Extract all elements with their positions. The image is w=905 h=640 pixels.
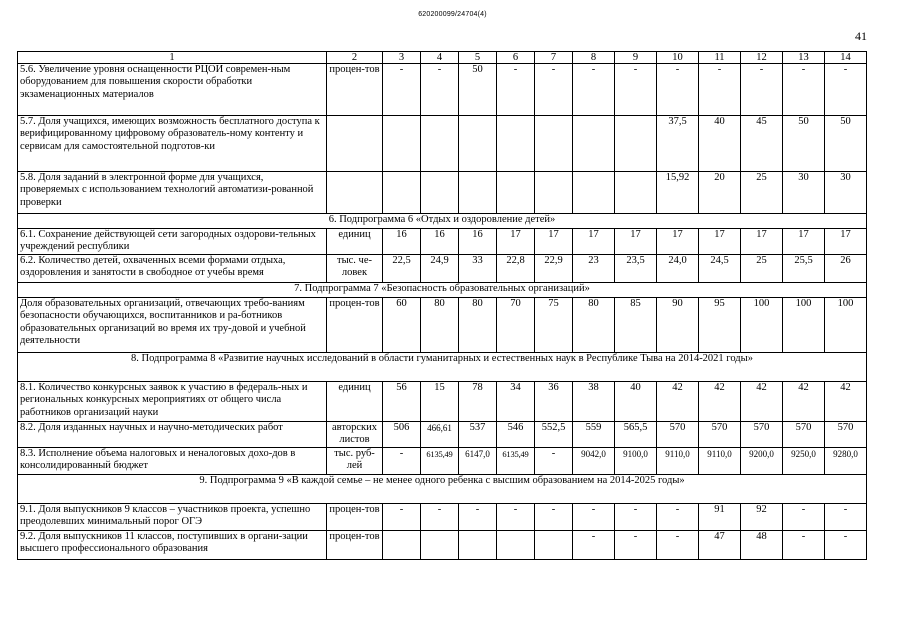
table-row <box>18 530 867 559</box>
value-cell: - <box>825 64 867 116</box>
value-cell <box>459 172 497 214</box>
table-row <box>18 254 867 282</box>
value-cell: - <box>573 503 615 530</box>
value-cell <box>459 116 497 172</box>
value-cell: - <box>783 64 825 116</box>
value-cell <box>497 116 535 172</box>
indicator-name: Доля образовательных организаций, отвечающих требо-ваниям безопасности обучающихся, воспитанников и ра-ботников образовательных организаций во время их тру-довой и учебной деятельности <box>18 297 327 352</box>
value-cell: 100 <box>825 297 867 352</box>
value-cell: 6135,49 <box>497 447 535 474</box>
indicator-name: 9.1. Доля выпускников 9 классов – участников проекта, успешно преодолевших минимальный порог ОГЭ <box>18 503 327 530</box>
page-number: 41 <box>855 29 867 43</box>
value-cell: - <box>535 64 573 116</box>
value-cell: 42 <box>825 381 867 421</box>
column-number: 1 <box>18 52 327 64</box>
section-row <box>18 282 867 297</box>
section-row <box>18 214 867 229</box>
value-cell <box>573 116 615 172</box>
value-cell: 75 <box>535 297 573 352</box>
value-cell: 91 <box>699 503 741 530</box>
unit-cell <box>327 172 383 214</box>
value-cell: 17 <box>657 229 699 255</box>
value-cell: 80 <box>573 297 615 352</box>
value-cell: - <box>535 503 573 530</box>
value-cell: 26 <box>825 254 867 282</box>
value-cell: 9280,0 <box>825 447 867 474</box>
table-row <box>18 381 867 421</box>
value-cell: 17 <box>615 229 657 255</box>
value-cell: 70 <box>497 297 535 352</box>
value-cell: 24,5 <box>699 254 741 282</box>
value-cell <box>459 530 497 559</box>
value-cell: - <box>741 64 783 116</box>
value-cell: 40 <box>699 116 741 172</box>
column-number: 11 <box>699 52 741 64</box>
value-cell: 17 <box>497 229 535 255</box>
column-number-row <box>18 52 867 64</box>
indicator-name: 9.2. Доля выпускников 11 классов, поступивших в органи-зации высшего профессионального образования <box>18 530 327 559</box>
value-cell: - <box>421 503 459 530</box>
value-cell: 34 <box>497 381 535 421</box>
value-cell: 25 <box>741 254 783 282</box>
value-cell: 40 <box>615 381 657 421</box>
value-cell: 92 <box>741 503 783 530</box>
value-cell: 30 <box>825 172 867 214</box>
value-cell: 9200,0 <box>741 447 783 474</box>
indicator-name: 5.7. Доля учащихся, имеющих возможность бесплатного доступа к верифицированному цифровому образователь-ному контенту и сервисам для самостоятельной подготов-ки <box>18 116 327 172</box>
value-cell: 17 <box>699 229 741 255</box>
value-cell <box>535 172 573 214</box>
unit-cell: единиц <box>327 381 383 421</box>
value-cell <box>421 530 459 559</box>
value-cell: 22,9 <box>535 254 573 282</box>
value-cell: 50 <box>783 116 825 172</box>
value-cell <box>615 172 657 214</box>
value-cell: - <box>497 64 535 116</box>
value-cell: 466,61 <box>421 421 459 447</box>
value-cell: 537 <box>459 421 497 447</box>
section-row <box>18 352 867 381</box>
value-cell: - <box>535 447 573 474</box>
value-cell: - <box>421 64 459 116</box>
value-cell: 80 <box>421 297 459 352</box>
document-stamp: 620200099/24704(4) <box>418 11 487 18</box>
value-cell: 100 <box>783 297 825 352</box>
indicator-name: 8.3. Исполнение объема налоговых и неналоговых дохо-дов в консолидированный бюджет <box>18 447 327 474</box>
value-cell: 506 <box>383 421 421 447</box>
value-cell: 42 <box>783 381 825 421</box>
value-cell <box>383 172 421 214</box>
unit-cell <box>327 116 383 172</box>
column-number: 5 <box>459 52 497 64</box>
value-cell: 570 <box>825 421 867 447</box>
value-cell: 546 <box>497 421 535 447</box>
column-number: 6 <box>497 52 535 64</box>
value-cell: 23,5 <box>615 254 657 282</box>
value-cell: - <box>573 64 615 116</box>
section-title: 8. Подпрограмма 8 «Развитие научных исследований в области гуманитарных и естественных наук в Республике Тыва на 2014-2021 годы» <box>18 352 867 381</box>
table-row <box>18 172 867 214</box>
value-cell: - <box>657 503 699 530</box>
value-cell: - <box>825 503 867 530</box>
value-cell: 38 <box>573 381 615 421</box>
column-number: 13 <box>783 52 825 64</box>
value-cell <box>535 530 573 559</box>
value-cell: 9042,0 <box>573 447 615 474</box>
value-cell <box>615 116 657 172</box>
value-cell: 16 <box>383 229 421 255</box>
value-cell <box>535 116 573 172</box>
value-cell: 36 <box>535 381 573 421</box>
value-cell: - <box>383 447 421 474</box>
section-row <box>18 474 867 503</box>
table-row <box>18 297 867 352</box>
value-cell: 22,8 <box>497 254 535 282</box>
value-cell: 17 <box>783 229 825 255</box>
value-cell: 6147,0 <box>459 447 497 474</box>
value-cell: 95 <box>699 297 741 352</box>
value-cell: 17 <box>573 229 615 255</box>
value-cell: - <box>783 530 825 559</box>
value-cell <box>573 172 615 214</box>
value-cell: 80 <box>459 297 497 352</box>
column-number: 9 <box>615 52 657 64</box>
value-cell: 559 <box>573 421 615 447</box>
value-cell: 20 <box>699 172 741 214</box>
value-cell: 42 <box>741 381 783 421</box>
value-cell: 33 <box>459 254 497 282</box>
unit-cell: процен-тов <box>327 503 383 530</box>
value-cell: - <box>615 64 657 116</box>
value-cell: 6135,49 <box>421 447 459 474</box>
column-number: 10 <box>657 52 699 64</box>
unit-cell: единиц <box>327 229 383 255</box>
indicator-name: 5.6. Увеличение уровня оснащенности РЦОИ современ-ным оборудованием для повышения скорости обработки экзаменационных материалов <box>18 64 327 116</box>
value-cell: 85 <box>615 297 657 352</box>
value-cell: 570 <box>657 421 699 447</box>
indicator-name: 5.8. Доля заданий в электронной форме для учащихся, проверяемых с использованием технологий автоматизи-рованной проверки <box>18 172 327 214</box>
value-cell: 17 <box>825 229 867 255</box>
value-cell: 24,9 <box>421 254 459 282</box>
section-title: 9. Подпрограмма 9 «В каждой семье – не менее одного ребенка с высшим образованием на 2014-2025 годы» <box>18 474 867 503</box>
value-cell: 9110,0 <box>657 447 699 474</box>
unit-cell: процен-тов <box>327 297 383 352</box>
table-row <box>18 64 867 116</box>
indicator-name: 8.1. Количество конкурсных заявок к участию в федераль-ных и региональных конкурсных мероприятиях от общего числа работников организаций науки <box>18 381 327 421</box>
value-cell: 22,5 <box>383 254 421 282</box>
value-cell: - <box>699 64 741 116</box>
value-cell: - <box>615 530 657 559</box>
value-cell: - <box>459 503 497 530</box>
table-row <box>18 229 867 255</box>
value-cell: 45 <box>741 116 783 172</box>
unit-cell: авторских листов <box>327 421 383 447</box>
value-cell: 552,5 <box>535 421 573 447</box>
value-cell <box>421 116 459 172</box>
indicator-name: 6.2. Количество детей, охваченных всеми формами отдыха, оздоровления и занятости в свободное от учебы время <box>18 254 327 282</box>
value-cell: 48 <box>741 530 783 559</box>
value-cell: 42 <box>699 381 741 421</box>
indicator-name: 6.1. Сохранение действующей сети загородных оздорови-тельных учреждений республики <box>18 229 327 255</box>
column-number: 14 <box>825 52 867 64</box>
column-number: 2 <box>327 52 383 64</box>
value-cell: 90 <box>657 297 699 352</box>
value-cell: 37,5 <box>657 116 699 172</box>
value-cell: - <box>615 503 657 530</box>
column-number: 3 <box>383 52 421 64</box>
value-cell: 100 <box>741 297 783 352</box>
value-cell <box>383 116 421 172</box>
value-cell: - <box>383 64 421 116</box>
value-cell <box>383 530 421 559</box>
value-cell: 30 <box>783 172 825 214</box>
value-cell: 23 <box>573 254 615 282</box>
value-cell: 25,5 <box>783 254 825 282</box>
value-cell: - <box>825 530 867 559</box>
section-title: 7. Подпрограмма 7 «Безопасность образовательных организаций» <box>18 282 867 297</box>
unit-cell: процен-тов <box>327 64 383 116</box>
value-cell: - <box>783 503 825 530</box>
value-cell: 24,0 <box>657 254 699 282</box>
table-row <box>18 421 867 447</box>
value-cell: 47 <box>699 530 741 559</box>
value-cell: 50 <box>459 64 497 116</box>
unit-cell: тыс. руб-лей <box>327 447 383 474</box>
indicators-table <box>17 51 867 560</box>
table-row <box>18 116 867 172</box>
value-cell: 17 <box>741 229 783 255</box>
value-cell <box>421 172 459 214</box>
table-body <box>18 52 867 560</box>
value-cell: 570 <box>741 421 783 447</box>
value-cell: 15,92 <box>657 172 699 214</box>
section-title: 6. Подпрограмма 6 «Отдых и оздоровление детей» <box>18 214 867 229</box>
value-cell: 78 <box>459 381 497 421</box>
value-cell: 25 <box>741 172 783 214</box>
value-cell: 565,5 <box>615 421 657 447</box>
value-cell: 17 <box>535 229 573 255</box>
column-number: 4 <box>421 52 459 64</box>
value-cell: - <box>573 530 615 559</box>
value-cell: 9110,0 <box>699 447 741 474</box>
unit-cell: тыс. че-ловек <box>327 254 383 282</box>
value-cell: - <box>657 530 699 559</box>
value-cell: - <box>383 503 421 530</box>
column-number: 12 <box>741 52 783 64</box>
value-cell <box>497 530 535 559</box>
value-cell: 570 <box>699 421 741 447</box>
value-cell: 16 <box>421 229 459 255</box>
value-cell: 9100,0 <box>615 447 657 474</box>
value-cell <box>497 172 535 214</box>
value-cell: - <box>497 503 535 530</box>
value-cell: 16 <box>459 229 497 255</box>
column-number: 7 <box>535 52 573 64</box>
value-cell: 50 <box>825 116 867 172</box>
column-number: 8 <box>573 52 615 64</box>
value-cell: 570 <box>783 421 825 447</box>
value-cell: 60 <box>383 297 421 352</box>
value-cell: - <box>657 64 699 116</box>
indicator-name: 8.2. Доля изданных научных и научно-методических работ <box>18 421 327 447</box>
value-cell: 15 <box>421 381 459 421</box>
unit-cell: процен-тов <box>327 530 383 559</box>
value-cell: 56 <box>383 381 421 421</box>
table-row <box>18 447 867 474</box>
value-cell: 9250,0 <box>783 447 825 474</box>
value-cell: 42 <box>657 381 699 421</box>
table-row <box>18 503 867 530</box>
